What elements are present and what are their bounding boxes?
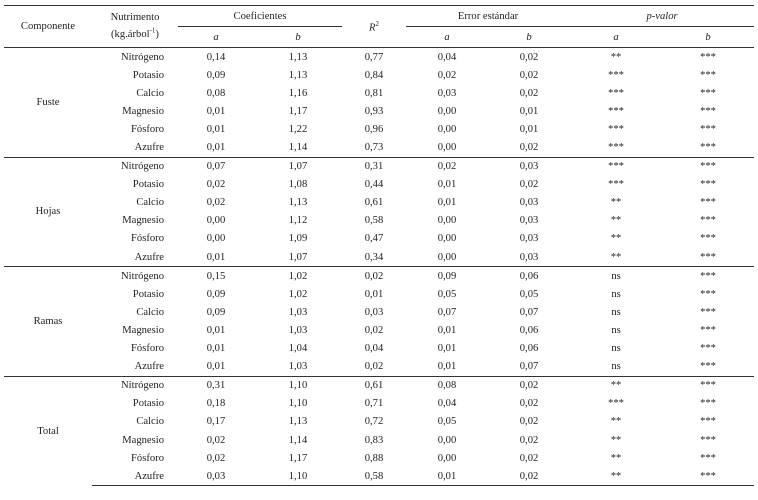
cell-nutriente: Fósforo <box>131 123 164 135</box>
cell-r2: 0,84 <box>364 69 384 81</box>
header-error-estandar: Error estándar <box>406 6 570 27</box>
table-row <box>4 66 754 84</box>
table-body <box>4 48 754 486</box>
cell-coef-b: 1,02 <box>288 288 308 300</box>
cell-p-a: *** <box>608 179 624 191</box>
table-row <box>4 194 754 212</box>
table-row <box>4 248 754 267</box>
cell-nutriente: Potasio <box>132 398 164 410</box>
cell-p-b: *** <box>700 87 716 99</box>
cell-ee-a: 0,02 <box>437 69 457 81</box>
cell-coef-b: 1,17 <box>288 105 308 117</box>
group-componente: Fuste <box>36 96 60 108</box>
cell-nutriente: Azufre <box>134 251 164 263</box>
cell-p-b: *** <box>700 452 716 464</box>
table-row <box>4 467 754 486</box>
cell-coef-a: 0,09 <box>206 306 226 318</box>
results-table <box>4 5 754 486</box>
cell-nutriente: Magnesio <box>122 434 164 446</box>
cell-p-a: *** <box>608 69 624 81</box>
cell-coef-b: 1,14 <box>288 142 308 154</box>
cell-coef-a: 0,02 <box>206 179 226 191</box>
table-row <box>4 285 754 303</box>
table-row <box>4 102 754 120</box>
cell-p-a: *** <box>570 157 662 176</box>
cell-coef-a: 0,01 <box>206 361 226 373</box>
cell-ee-b: 0,06 <box>519 343 539 355</box>
cell-ee-b: 0,02 <box>519 398 539 410</box>
cell-nutriente: Nitrógeno <box>92 267 178 286</box>
cell-ee-a: 0,00 <box>437 434 457 446</box>
cell-coef-a: 0,01 <box>206 123 226 135</box>
cell-nutriente: Potasio <box>132 288 164 300</box>
cell-ee-a: 0,04 <box>437 51 457 63</box>
table-row <box>4 230 754 248</box>
cell-r2: 0,58 <box>364 215 384 227</box>
header-componente: Componente <box>4 6 92 48</box>
header-nutrimento-line2: (kg.árbol$^{-1}$) <box>111 26 159 40</box>
cell-ee-b: 0,01 <box>519 123 539 135</box>
header-p-valor: p-valor <box>570 6 754 27</box>
cell-coef-b: 1,07 <box>254 157 342 176</box>
cell-ee-a: 0,07 <box>437 306 457 318</box>
cell-r2: 0,02 <box>342 267 406 286</box>
subheader-p-a: a <box>570 27 662 48</box>
table-row <box>4 303 754 321</box>
table-row <box>4 413 754 431</box>
table-row <box>4 395 754 413</box>
table-row <box>4 267 754 286</box>
cell-p-b: *** <box>662 157 754 176</box>
cell-coef-a: 0,01 <box>206 324 226 336</box>
cell-r2: 0,47 <box>364 233 384 245</box>
cell-r2: 0,93 <box>364 105 384 117</box>
cell-p-a: *** <box>608 105 624 117</box>
cell-ee-b: 0,03 <box>519 215 539 227</box>
cell-p-a: ns <box>611 361 621 373</box>
cell-p-a: ** <box>610 197 622 209</box>
cell-coef-a: 0,31 <box>178 376 254 395</box>
cell-coef-b: 1,10 <box>254 467 342 486</box>
cell-ee-b: 0,07 <box>519 306 539 318</box>
cell-p-b: *** <box>700 123 716 135</box>
cell-nutriente: Fósforo <box>131 452 164 464</box>
cell-nutriente: Azufre <box>134 142 164 154</box>
cell-coef-a: 0,00 <box>206 233 226 245</box>
cell-nutriente: Nitrógeno <box>92 157 178 176</box>
cell-p-b: *** <box>700 434 716 446</box>
cell-coef-b: 1,13 <box>288 69 308 81</box>
cell-ee-b: 0,02 <box>519 142 539 154</box>
cell-ee-a: 0,05 <box>437 416 457 428</box>
table-row <box>4 358 754 377</box>
cell-p-a: *** <box>608 398 624 410</box>
cell-p-a: *** <box>608 87 624 99</box>
cell-coef-b: 1,03 <box>288 361 308 373</box>
cell-r2: 0,02 <box>364 324 384 336</box>
cell-ee-b: 0,02 <box>488 467 570 486</box>
cell-ee-a: 0,01 <box>437 179 457 191</box>
cell-p-b: *** <box>700 233 716 245</box>
cell-p-a: ns <box>611 324 621 336</box>
cell-r2: 0,61 <box>342 376 406 395</box>
cell-coef-a: 0,07 <box>178 157 254 176</box>
cell-p-a: ** <box>610 434 622 446</box>
cell-ee-a: 0,04 <box>437 398 457 410</box>
table-row <box>4 340 754 358</box>
cell-r2: 0,72 <box>364 416 384 428</box>
cell-ee-b: 0,01 <box>519 105 539 117</box>
cell-nutriente: Calcio <box>136 306 164 318</box>
subheader-coef-a: a <box>178 27 254 48</box>
group-componente: Ramas <box>4 267 92 377</box>
cell-nutriente: Azufre <box>92 467 178 486</box>
cell-coef-a: 0,15 <box>178 267 254 286</box>
cell-ee-a: 0,00 <box>437 452 457 464</box>
cell-r2: 0,03 <box>364 306 384 318</box>
cell-ee-b: 0,06 <box>519 324 539 336</box>
cell-p-b: *** <box>700 251 716 263</box>
cell-ee-a: 0,00 <box>437 251 457 263</box>
cell-p-a: ** <box>610 233 622 245</box>
cell-coef-a: 0,17 <box>206 416 226 428</box>
cell-p-a: ** <box>570 376 662 395</box>
cell-p-b: *** <box>700 343 716 355</box>
cell-ee-b: 0,02 <box>519 416 539 428</box>
cell-coef-b: 1,13 <box>288 416 308 428</box>
table-row <box>4 212 754 230</box>
table-row <box>4 321 754 339</box>
cell-coef-b: 1,13 <box>288 197 308 209</box>
cell-coef-a: 0,18 <box>206 398 226 410</box>
cell-ee-b: 0,02 <box>519 452 539 464</box>
cell-ee-a: 0,03 <box>437 87 457 99</box>
table-header <box>4 6 754 48</box>
cell-p-a: ** <box>610 416 622 428</box>
cell-coef-b: 1,14 <box>288 434 308 446</box>
cell-coef-a: 0,14 <box>206 51 226 63</box>
cell-p-a: ** <box>610 452 622 464</box>
cell-r2: 0,02 <box>364 361 384 373</box>
cell-r2: 0,01 <box>364 288 384 300</box>
cell-ee-a: 0,00 <box>437 105 457 117</box>
cell-coef-b: 1,10 <box>254 376 342 395</box>
cell-p-b: *** <box>700 142 716 154</box>
cell-r2: 0,73 <box>364 142 384 154</box>
cell-nutriente: Azufre <box>134 361 164 373</box>
table-row <box>4 176 754 194</box>
cell-ee-a: 0,00 <box>437 215 457 227</box>
cell-ee-b: 0,03 <box>488 157 570 176</box>
table-row <box>4 157 754 176</box>
cell-coef-b: 1,10 <box>288 398 308 410</box>
cell-r2: 0,31 <box>342 157 406 176</box>
cell-coef-b: 1,04 <box>288 343 308 355</box>
cell-ee-b: 0,02 <box>488 376 570 395</box>
cell-nutriente: Calcio <box>136 416 164 428</box>
cell-ee-b: 0,02 <box>519 69 539 81</box>
cell-p-a: ** <box>570 467 662 486</box>
cell-coef-b: 1,12 <box>288 215 308 227</box>
cell-ee-a: 0,01 <box>406 467 488 486</box>
cell-ee-a: 0,09 <box>406 267 488 286</box>
group-componente: Hojas <box>4 157 92 267</box>
cell-coef-b: 1,03 <box>288 324 308 336</box>
cell-p-a: ** <box>610 215 622 227</box>
cell-coef-a: 0,02 <box>206 452 226 464</box>
cell-ee-a: 0,01 <box>437 343 457 355</box>
header-coeficientes: Coeficientes <box>178 6 342 27</box>
cell-nutriente: Fósforo <box>131 343 164 355</box>
cell-p-b: *** <box>700 215 716 227</box>
table-row <box>4 376 754 395</box>
cell-ee-a: 0,00 <box>437 233 457 245</box>
cell-r2: 0,77 <box>364 51 384 63</box>
cell-nutriente: Nitrógeno <box>92 376 178 395</box>
cell-coef-a: 0,09 <box>206 69 226 81</box>
cell-p-a: ** <box>610 51 622 63</box>
table-row <box>4 449 754 467</box>
cell-coef-a: 0,01 <box>206 105 226 117</box>
cell-coef-a: 0,08 <box>206 87 226 99</box>
cell-p-b: *** <box>662 467 754 486</box>
cell-ee-a: 0,00 <box>437 142 457 154</box>
cell-p-b: *** <box>700 288 716 300</box>
cell-p-b: *** <box>700 398 716 410</box>
cell-ee-a: 0,01 <box>437 324 457 336</box>
cell-r2: 0,71 <box>364 398 384 410</box>
cell-p-b: *** <box>700 105 716 117</box>
cell-coef-b: 1,13 <box>288 51 308 63</box>
cell-coef-a: 0,02 <box>206 197 226 209</box>
cell-ee-b: 0,07 <box>519 361 539 373</box>
table-row <box>4 84 754 102</box>
subheader-p-b: b <box>662 27 754 48</box>
group-componente: Total <box>4 376 92 486</box>
cell-r2: 0,96 <box>364 123 384 135</box>
header-nutrimento-line1: Nutrimento <box>110 12 160 24</box>
cell-coef-b: 1,09 <box>288 233 308 245</box>
cell-ee-a: 0,00 <box>437 123 457 135</box>
cell-nutriente: Potasio <box>132 179 164 191</box>
cell-coef-a: 0,01 <box>206 142 226 154</box>
cell-coef-b: 1,08 <box>288 179 308 191</box>
cell-nutriente: Fósforo <box>131 233 164 245</box>
cell-p-b: *** <box>700 306 716 318</box>
cell-coef-a: 0,01 <box>206 251 226 263</box>
cell-p-b: *** <box>700 69 716 81</box>
cell-p-a: ** <box>610 251 622 263</box>
cell-p-b: *** <box>700 179 716 191</box>
cell-r2: 0,88 <box>364 452 384 464</box>
cell-coef-a: 0,00 <box>206 215 226 227</box>
cell-p-b: *** <box>700 197 716 209</box>
cell-p-b: *** <box>662 267 754 286</box>
cell-p-b: *** <box>700 324 716 336</box>
cell-r2: 0,58 <box>342 467 406 486</box>
subheader-ee-a: a <box>406 27 488 48</box>
cell-ee-b: 0,02 <box>519 51 539 63</box>
subheader-ee-b: b <box>488 27 570 48</box>
cell-r2: 0,44 <box>364 179 384 191</box>
cell-coef-b: 1,02 <box>254 267 342 286</box>
cell-r2: 0,34 <box>364 251 384 263</box>
cell-nutriente: Calcio <box>136 197 164 209</box>
cell-coef-a: 0,02 <box>206 434 226 446</box>
cell-coef-a: 0,09 <box>206 288 226 300</box>
cell-nutriente: Magnesio <box>122 105 164 117</box>
cell-nutriente: Magnesio <box>122 324 164 336</box>
cell-ee-b: 0,03 <box>519 233 539 245</box>
cell-p-b: *** <box>700 51 716 63</box>
table-row <box>4 48 754 67</box>
cell-p-b: *** <box>700 361 716 373</box>
cell-p-a: *** <box>608 142 624 154</box>
cell-ee-a: 0,01 <box>437 197 457 209</box>
cell-ee-b: 0,06 <box>488 267 570 286</box>
cell-nutriente: Potasio <box>132 69 164 81</box>
cell-nutriente: Nitrógeno <box>121 51 164 63</box>
cell-ee-b: 0,05 <box>519 288 539 300</box>
cell-ee-b: 0,03 <box>519 251 539 263</box>
cell-coef-b: 1,22 <box>288 123 308 135</box>
cell-ee-a: 0,05 <box>437 288 457 300</box>
header-nutrimento <box>92 6 178 48</box>
cell-coef-b: 1,07 <box>288 251 308 263</box>
cell-p-a: ns <box>611 306 621 318</box>
cell-ee-b: 0,02 <box>519 179 539 191</box>
cell-nutriente: Calcio <box>136 87 164 99</box>
cell-r2: 0,83 <box>364 434 384 446</box>
cell-ee-b: 0,03 <box>519 197 539 209</box>
cell-p-a: ns <box>611 288 621 300</box>
cell-ee-b: 0,02 <box>519 87 539 99</box>
cell-coef-b: 1,03 <box>288 306 308 318</box>
cell-p-b: *** <box>700 416 716 428</box>
cell-coef-b: 1,17 <box>288 452 308 464</box>
cell-p-a: *** <box>608 123 624 135</box>
table-row <box>4 120 754 138</box>
cell-ee-a: 0,02 <box>406 157 488 176</box>
cell-coef-a: 0,03 <box>178 467 254 486</box>
cell-r2: 0,61 <box>364 197 384 209</box>
cell-ee-a: 0,08 <box>406 376 488 395</box>
cell-coef-a: 0,01 <box>206 343 226 355</box>
header-r2: $R^2$ <box>342 6 406 48</box>
cell-coef-b: 1,16 <box>288 87 308 99</box>
subheader-coef-b: b <box>254 27 342 48</box>
cell-p-a: ns <box>570 267 662 286</box>
cell-p-a: ns <box>611 343 621 355</box>
cell-ee-a: 0,01 <box>437 361 457 373</box>
table-row <box>4 431 754 449</box>
cell-ee-b: 0,02 <box>519 434 539 446</box>
cell-p-b: *** <box>662 376 754 395</box>
cell-nutriente: Magnesio <box>122 215 164 227</box>
table-row <box>4 138 754 157</box>
cell-r2: 0,81 <box>364 87 384 99</box>
cell-r2: 0,04 <box>364 343 384 355</box>
